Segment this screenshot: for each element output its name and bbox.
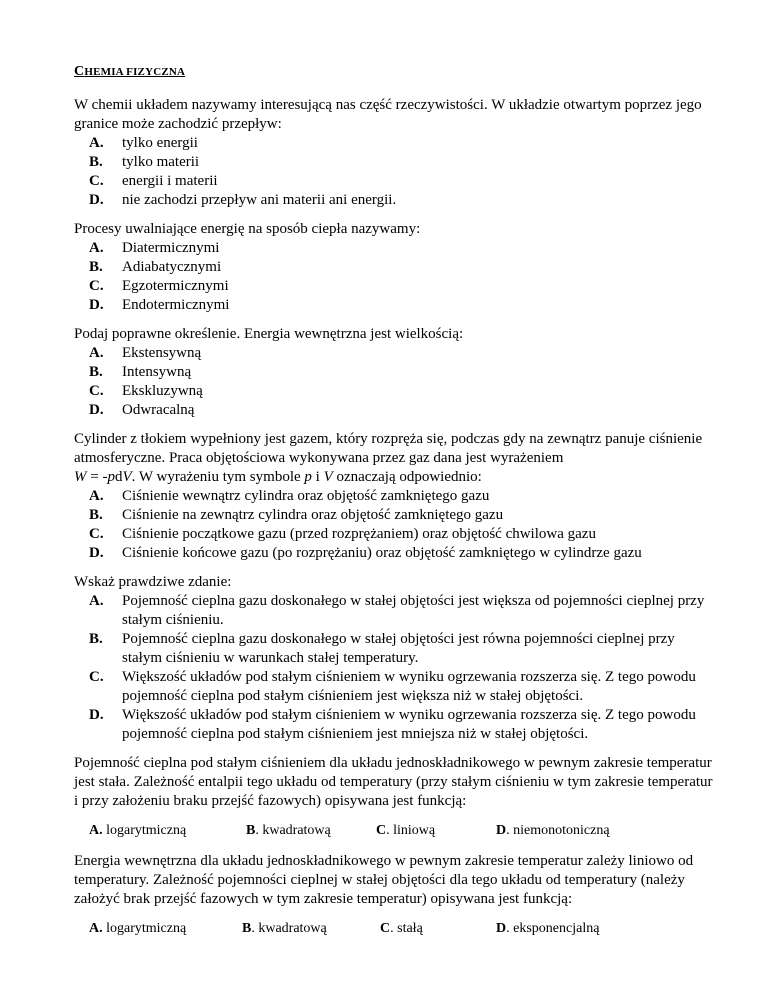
option-text: Większość układów pod stałym ciśnieniem w wyniku ogrzewania rozszerza się. Z tego powodu pojemność cieplna pod stałym ciśnieniem jest mniejsza niż w stałej objętości.	[122, 707, 696, 742]
option-c	[74, 525, 714, 544]
option-text: . eksponencjalną	[506, 921, 600, 936]
stem-text: oznaczają odpowiednio:	[332, 469, 482, 485]
option-letter: D.	[89, 297, 104, 313]
question-stem	[74, 430, 714, 487]
option-letter: A.	[89, 593, 104, 609]
option-text: Ciśnienie końcowe gazu (po rozprężaniu) oraz objętość zamkniętego w cylindrze gazu	[122, 545, 642, 561]
option-letter: B.	[89, 154, 103, 170]
option-letter: B.	[89, 259, 103, 275]
option-letter: B.	[89, 364, 103, 380]
question-stem: Podaj poprawne określenie. Energia wewnętrzna jest wielkością:	[74, 326, 464, 342]
symbol-p: p	[304, 469, 312, 485]
option-text: . kwadratową	[255, 823, 331, 838]
option-d	[74, 706, 714, 744]
option-letter: C	[380, 921, 391, 936]
option-a	[74, 134, 714, 153]
option-letter: A.	[89, 921, 103, 936]
option-letter: D.	[89, 707, 104, 723]
option-letter: B	[242, 921, 252, 936]
option-letter: C.	[89, 669, 104, 685]
question-stem: W chemii układem nazywamy interesującą nas część rzeczywistości. W układzie otwartym poprzez jego granice może zachodzić przepływ:	[74, 97, 702, 132]
formula-p: p	[107, 469, 115, 485]
question-5	[74, 573, 714, 744]
formula-v: V	[122, 469, 132, 485]
option-b	[242, 919, 327, 938]
option-text: Ciśnienie na zewnątrz cylindra oraz objętość zamkniętego gazu	[122, 507, 504, 523]
option-c	[74, 172, 714, 191]
option-b	[246, 821, 331, 840]
option-text: Endotermicznymi	[122, 297, 230, 313]
symbol-v: V	[323, 469, 333, 485]
question-4	[74, 430, 714, 563]
option-text: logarytmiczną	[106, 823, 187, 838]
option-letter: C.	[89, 173, 104, 189]
option-d	[74, 544, 714, 563]
option-b	[74, 363, 714, 382]
option-text: nie zachodzi przepływ ani materii ani energii.	[122, 192, 397, 208]
document-page	[74, 62, 714, 948]
document-heading	[74, 62, 714, 82]
question-7	[74, 852, 714, 938]
option-letter: C.	[89, 278, 104, 294]
question-stem: Wskaż prawdziwe zdanie:	[74, 574, 232, 590]
option-text: Ekskluzywną	[122, 383, 203, 399]
option-b	[74, 506, 714, 525]
option-letter: D.	[89, 545, 104, 561]
option-c	[376, 821, 435, 840]
option-text: tylko energii	[122, 135, 198, 151]
stem-text: i	[311, 469, 324, 485]
option-text: Pojemność cieplna gazu doskonałego w stałej objętości jest większa od pojemności cieplnej przy stałym ciśnieniu.	[122, 593, 705, 628]
inline-options	[74, 919, 714, 938]
question-1	[74, 96, 714, 210]
stem-text: . W wyrażeniu tym symbole	[131, 469, 305, 485]
option-a	[74, 239, 714, 258]
option-text: Odwracalną	[122, 402, 195, 418]
formula-w: W	[74, 469, 87, 485]
option-text: Intensywną	[122, 364, 192, 380]
option-a	[89, 821, 186, 840]
option-a	[89, 919, 186, 938]
option-letter: D	[496, 921, 507, 936]
option-letter: C.	[89, 383, 104, 399]
option-text: logarytmiczną	[106, 921, 187, 936]
option-c	[74, 668, 714, 706]
question-stem: Pojemność cieplna pod stałym ciśnieniem dla układu jednoskładnikowego w pewnym zakresie temperatur jest stała. Zależność entalpii tego układu od temperatury (przy stałym ciśnieniu w tym zakresie temperatur i przy założeniu braku przejść fazowych) opisywana jest funkcją:	[74, 755, 713, 809]
heading-rest: HEMIA FIZYCZNA	[84, 66, 186, 78]
stem-text: Cylinder z tłokiem wypełniony jest gazem, który rozpręża się, podczas gdy na zewnątrz panuje ciśnienie atmosferyczne. Praca objętościowa wykonywana przez gaz dana jest wyrażeniem	[74, 431, 703, 466]
option-letter: C.	[89, 526, 104, 542]
option-text: Egzotermicznymi	[122, 278, 229, 294]
option-text: . liniową	[386, 823, 436, 838]
question-stem: Energia wewnętrzna dla układu jednoskładnikowego w pewnym zakresie temperatur zależy liniowo od temperatury. Zależność pojemności cieplnej w stałej objętości dla tego układu od temperatury (należy założyć brak przejść fazowych w tym zakresie temperatur) opisywana jest funkcją:	[74, 853, 694, 907]
option-c	[380, 919, 423, 938]
option-a	[74, 344, 714, 363]
option-text: Pojemność cieplna gazu doskonałego w stałej objętości jest równa pojemności cieplnej przy stałym ciśnieniu w warunkach stałej temperatury.	[122, 631, 675, 666]
option-d	[74, 296, 714, 315]
option-letter: A.	[89, 488, 104, 504]
option-c	[74, 277, 714, 296]
option-text: energii i materii	[122, 173, 218, 189]
option-letter: B.	[89, 631, 103, 647]
heading-initial: C	[74, 64, 85, 79]
option-text: Większość układów pod stałym ciśnieniem w wyniku ogrzewania rozszerza się. Z tego powodu pojemność cieplna pod stałym ciśnieniem jest większa niż w stałej objętości.	[122, 669, 696, 704]
option-letter: A.	[89, 823, 103, 838]
option-text: Ciśnienie wewnątrz cylindra oraz objętość zamkniętego gazu	[122, 488, 490, 504]
option-letter: D	[496, 823, 507, 838]
option-a	[74, 592, 714, 630]
option-letter: C	[376, 823, 387, 838]
question-2	[74, 220, 714, 315]
option-text: . niemonotoniczną	[506, 823, 610, 838]
option-d	[496, 919, 599, 938]
option-text: Adiabatycznymi	[122, 259, 222, 275]
question-stem: Procesy uwalniające energię na sposób ciepła nazywamy:	[74, 221, 421, 237]
option-letter: D.	[89, 192, 104, 208]
option-b	[74, 630, 714, 668]
option-b	[74, 153, 714, 172]
question-3	[74, 325, 714, 420]
question-6	[74, 754, 714, 840]
option-text: . kwadratową	[251, 921, 327, 936]
option-text: Ekstensywną	[122, 345, 202, 361]
option-letter: D.	[89, 402, 104, 418]
option-letter: B.	[89, 507, 103, 523]
option-letter: A.	[89, 240, 104, 256]
option-text: tylko materii	[122, 154, 200, 170]
formula-eq: = -	[86, 469, 108, 485]
option-b	[74, 258, 714, 277]
option-d	[74, 191, 714, 210]
option-text: . stałą	[390, 921, 423, 936]
option-a	[74, 487, 714, 506]
option-letter: A.	[89, 135, 104, 151]
option-d	[74, 401, 714, 420]
inline-options	[74, 821, 714, 840]
option-text: Diatermicznymi	[122, 240, 220, 256]
option-letter: A.	[89, 345, 104, 361]
option-d	[496, 821, 610, 840]
formula-d: d	[114, 469, 123, 485]
option-c	[74, 382, 714, 401]
option-text: Ciśnienie początkowe gazu (przed rozprężaniem) oraz objętość chwilowa gazu	[122, 526, 596, 542]
option-letter: B	[246, 823, 256, 838]
